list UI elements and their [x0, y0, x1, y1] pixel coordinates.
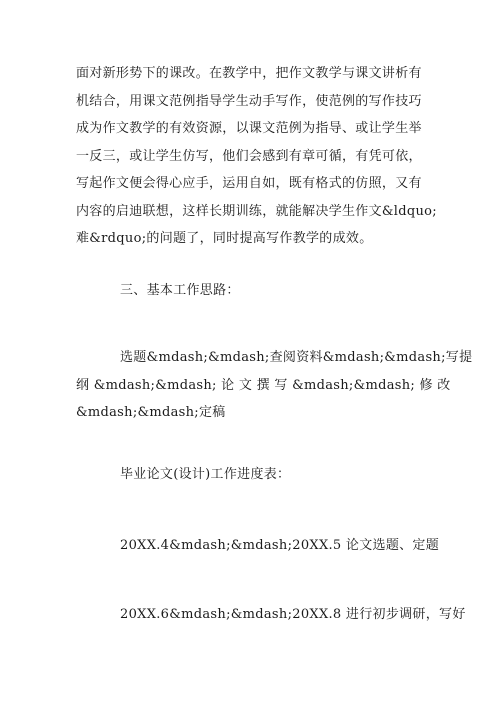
workflow-line: 纲 &mdash;&mdash; 论 文 撰 写 &mdash;&mdash; 修 改 [76, 377, 451, 393]
workflow-line: &mdash;&mdash;定稿 [76, 405, 226, 420]
paragraph-line: 面对新形势下的课改。在教学中，把作文教学与课文讲析有 [76, 66, 422, 81]
section-heading: 三、基本工作思路： [120, 283, 240, 298]
workflow-paragraph [76, 344, 473, 427]
body-paragraph [76, 60, 437, 253]
paragraph-line: 内容的启迪联想，这样长期训练，就能解决学生作文&ldquo; [76, 203, 437, 219]
schedule-title: 毕业论文(设计)工作进度表： [120, 467, 291, 482]
paragraph-line: 写起作文便会得心应手，运用自如，既有格式的仿照，又有 [76, 176, 422, 191]
schedule-item: 20XX.6&mdash;&mdash;20XX.8 进行初步调研，写好 [120, 607, 466, 622]
schedule-item: 20XX.4&mdash;&mdash;20XX.5 论文选题、定题 [120, 538, 440, 553]
paragraph-line: 机结合，用课文范例指导学生动手写作，使范例的写作技巧 [76, 93, 422, 109]
paragraph-line: 一反三，或让学生仿写，他们会感到有章可循，有凭可依， [76, 148, 422, 164]
paragraph-line: 成为作文教学的有效资源，以课文范例为指导、或让学生举 [76, 121, 422, 136]
workflow-line: 选题&mdash;&mdash;查阅资料&mdash;&mdash;写提 [120, 350, 473, 365]
paragraph-line: 难&rdquo;的问题了，同时提高写作教学的成效。 [76, 231, 373, 246]
